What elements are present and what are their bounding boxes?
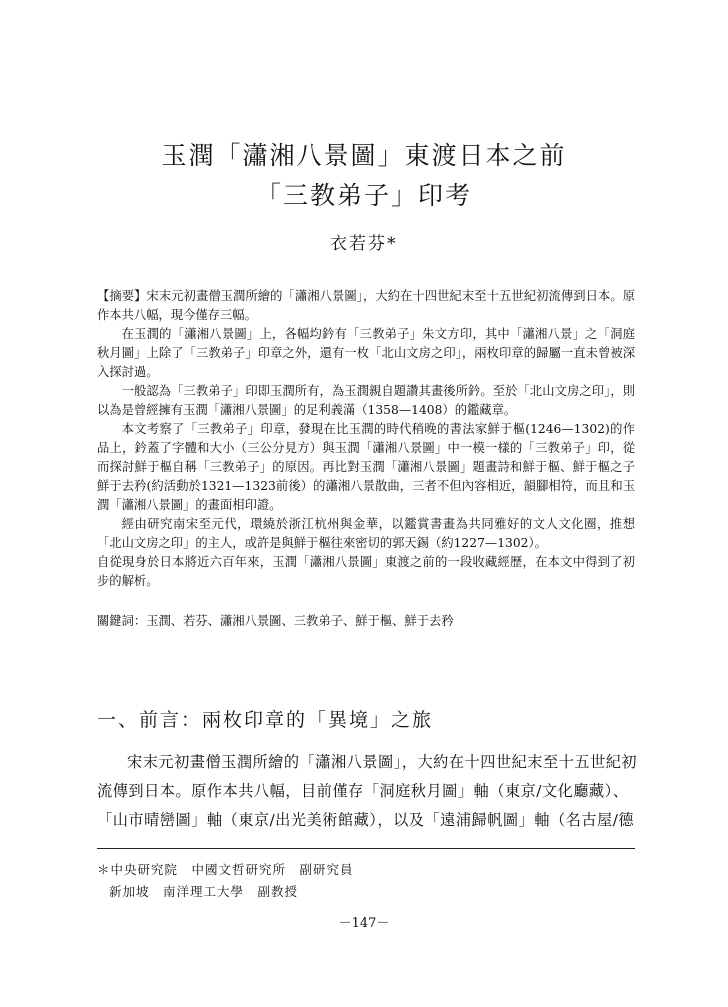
page-number: －147－ — [338, 916, 390, 931]
keywords: 關鍵詞：玉潤、若芬、瀟湘八景圖、三教弟子、鮮于樞、鮮于去矜 — [97, 614, 454, 628]
body-line: 流傳到日本。原作本共八幅，目前僅存「洞庭秋月圖」軸（東京/文化廳藏）、 — [97, 782, 629, 800]
body-line: 「山市晴巒圖」軸（東京/出光美術館藏），以及「遠浦歸帆圖」軸（名古屋/德 — [97, 811, 635, 829]
author-name: 衣若芬* — [330, 234, 398, 254]
body-line: 宋末元初畫僧玉潤所繪的「瀟湘八景圖」，大約在十四世紀末至十五世紀初 — [127, 753, 638, 771]
section-heading: 一、前言：兩枚印章的「異境」之旅 — [97, 709, 434, 731]
footnote-divider — [97, 848, 635, 849]
abstract-block — [97, 287, 635, 591]
author-footnote — [97, 859, 354, 903]
article-title-line-2: 「三教弟子」印考 — [255, 181, 472, 210]
abstract-paragraph: 【摘要】宋末元初畫僧玉潤所繪的「瀟湘八景圖」，大約在十四世紀末至十五世紀初流傳到日本。原作本共八幅，現今僅存三幅。 — [97, 289, 635, 322]
footnote-affiliation-2: 新加坡 南洋理工大學 副教授 — [109, 884, 299, 899]
abstract-paragraph: 在玉潤的「瀟湘八景圖」上，各幅均鈐有「三教弟子」朱文方印，其中「瀟湘八景」之「洞庭秋月圖」上除了「三教弟子」印章之外，還有一枚「北山文房之印」，兩枚印章的歸屬一直未曾被深入探討過。 — [97, 327, 635, 379]
abstract-paragraph: 一般認為「三教弟子」印即玉潤所有，為玉潤親自題讚其畫後所鈐。至於「北山文房之印」，則以為是曾經擁有玉潤「瀟湘八景圖」的足利義滿（1358—1408）的鑑藏章。 — [97, 384, 635, 417]
abstract-paragraph: 本文考察了「三教弟子」印章，發現在比玉潤的時代稍晚的書法家鮮于樞(1246—1302)的作品上，鈐蓋了字體和大小（三公分見方）與玉潤「瀟湘八景圖」中一模一樣的「三教弟子」印，從而探討鮮于樞自稱「三教弟子」的原因。再比對玉潤「瀟湘八景圖」題畫詩和鮮于樞、鮮于樞之子鮮于去矜(約活動於1321—1323前後）的瀟湘八景散曲，三者不但內容相近，韻腳相符，而且和玉潤「瀟湘八景圖」的畫面相印證。 — [97, 422, 635, 512]
article-title-line-1: 玉潤「瀟湘八景圖」東渡日本之前 — [161, 141, 567, 170]
body-text — [97, 748, 638, 835]
abstract-paragraph: 經由研究南宋至元代，環繞於浙江杭州與金華，以鑑賞書畫為共同雅好的文人文化圈，推想「北山文房之印」的主人，或許是與鮮于樞往來密切的郭天錫（約1227—1302）。 — [97, 517, 635, 550]
abstract-paragraph: 自從現身於日本將近六百年來，玉潤「瀟湘八景圖」東渡之前的一段收藏經歷，在本文中得到了初步的解析。 — [97, 555, 635, 588]
footnote-affiliation-1: ＊中央研究院 中國文哲研究所 副研究員 — [97, 862, 354, 877]
